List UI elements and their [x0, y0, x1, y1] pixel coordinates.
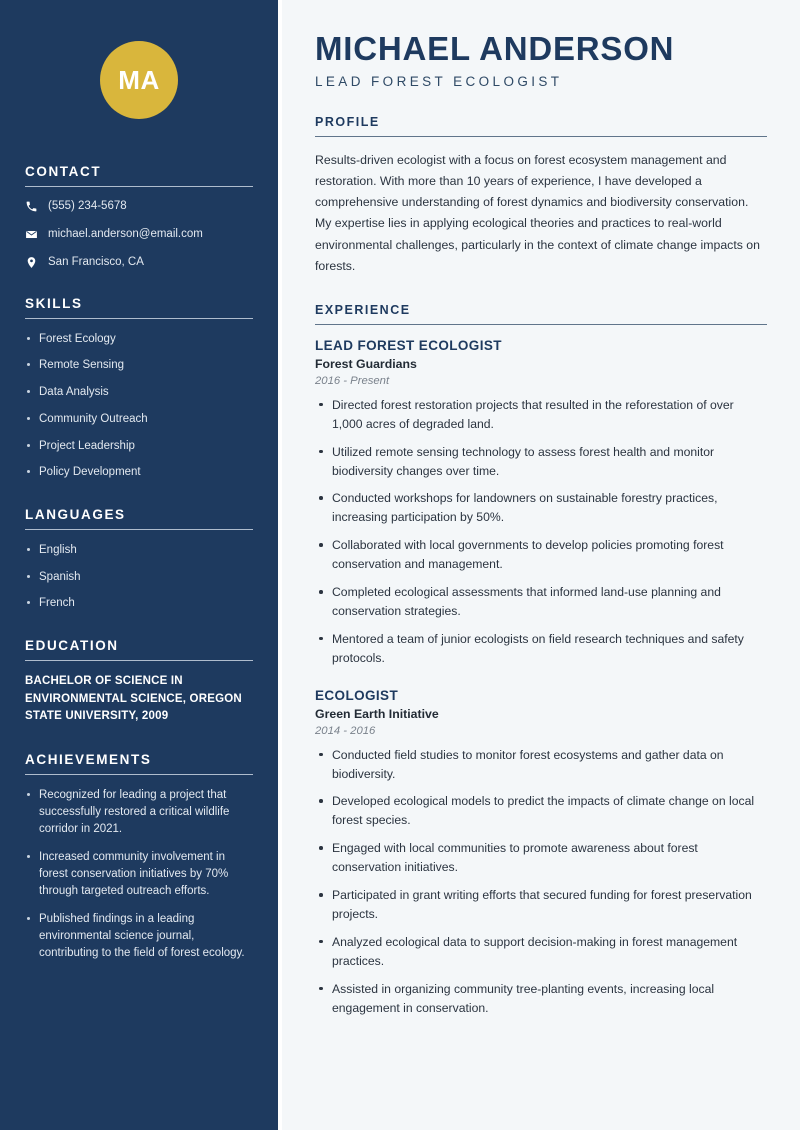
contact-email-value: michael.anderson@email.com	[48, 227, 203, 240]
list-item: Community Outreach	[25, 411, 253, 428]
sidebar-section-education	[25, 638, 253, 726]
contact-item-phone[interactable]	[25, 199, 253, 214]
avatar: MA	[100, 41, 178, 119]
envelope-icon	[25, 228, 38, 241]
languages-divider	[25, 529, 253, 530]
list-item: French	[25, 595, 253, 612]
job-company: Green Earth Initiative	[315, 706, 439, 721]
profile-text: Results-driven ecologist with a focus on forest ecosystem management and restoration. With more than 10 years of experience, I have developed a comprehensive understanding of forest dynamics and biodiversity conservation. My expertise lies in applying ecological theories and practices to real-world environmental challenges, particularly in the context of climate change impacts on forests.	[315, 152, 760, 273]
list-item: English	[25, 542, 253, 559]
education-divider	[25, 660, 253, 661]
list-item: Recognized for leading a project that successfully restored a critical wildlife corridor in 2021.	[25, 787, 253, 837]
sidebar	[0, 0, 278, 1130]
achievements-list	[25, 787, 253, 961]
job-dates: 2016 - Present	[315, 374, 390, 387]
contact-item-email[interactable]	[25, 227, 253, 242]
job-role-subtitle: LEAD FOREST ECOLOGIST	[315, 73, 563, 89]
list-item: Data Analysis	[25, 384, 253, 401]
languages-list	[25, 542, 253, 612]
list-item: Conducted field studies to monitor forest ecosystems and gather data on biodiversity.	[315, 746, 767, 784]
achievements-divider	[25, 774, 253, 775]
sidebar-section-achievements	[25, 752, 253, 961]
list-item: Policy Development	[25, 464, 253, 481]
list-item: Utilized remote sensing technology to assess forest health and monitor biodiversity changes over time.	[315, 443, 767, 481]
experience-divider	[315, 324, 767, 325]
list-item: Increased community involvement in forest conservation initiatives by 70% through targeted outreach efforts.	[25, 849, 253, 899]
list-item: Analyzed ecological data to support decision-making in forest management practices.	[315, 933, 767, 971]
main-content	[282, 0, 800, 1130]
profile-divider	[315, 136, 767, 137]
list-item: Assisted in organizing community tree-planting events, increasing local engagement in conservation.	[315, 980, 767, 1018]
avatar-wrap	[25, 0, 253, 119]
list-item: Collaborated with local governments to develop policies promoting forest conservation and management.	[315, 536, 767, 574]
sidebar-section-languages	[25, 507, 253, 612]
list-item: Remote Sensing	[25, 357, 253, 374]
job-dates: 2014 - 2016	[315, 724, 376, 737]
contact-heading: CONTACT	[25, 164, 102, 179]
skills-divider	[25, 318, 253, 319]
list-item: Mentored a team of junior ecologists on field research techniques and safety protocols.	[315, 630, 767, 668]
contact-location-value: San Francisco, CA	[48, 255, 144, 268]
sidebar-section-skills	[25, 296, 253, 481]
list-item: Developed ecological models to predict the impacts of climate change on local forest species.	[315, 792, 767, 830]
job-bullet-list	[315, 396, 767, 668]
contact-divider	[25, 186, 253, 187]
list-item: Directed forest restoration projects that resulted in the reforestation of over 1,000 acres of degraded land.	[315, 396, 767, 434]
achievements-heading: ACHIEVEMENTS	[25, 752, 152, 768]
list-item: Published findings in a leading environmental science journal, contributing to the field of forest ecology.	[25, 911, 253, 961]
experience-entry	[315, 688, 767, 1018]
job-title: LEAD FOREST ECOLOGIST	[315, 337, 502, 353]
sidebar-section-contact	[25, 164, 253, 270]
section-experience	[315, 303, 767, 1018]
list-item: Conducted workshops for landowners on sustainable forestry practices, increasing participation by 50%.	[315, 489, 767, 527]
contact-list	[25, 199, 253, 270]
list-item: Project Leadership	[25, 438, 253, 455]
languages-heading: LANGUAGES	[25, 506, 126, 522]
list-item: Forest Ecology	[25, 331, 253, 348]
skills-list	[25, 331, 253, 481]
contact-phone-value: (555) 234-5678	[48, 200, 127, 212]
job-company: Forest Guardians	[315, 356, 417, 371]
list-item: Completed ecological assessments that informed land-use planning and conservation strategies.	[315, 583, 767, 621]
list-item: Engaged with local communities to promote awareness about forest conservation initiatives.	[315, 839, 767, 877]
map-pin-icon	[25, 256, 38, 269]
experience-heading: EXPERIENCE	[315, 302, 411, 317]
profile-heading: PROFILE	[315, 114, 380, 129]
list-item: Spanish	[25, 569, 253, 586]
job-bullet-list	[315, 746, 767, 1018]
phone-icon	[25, 200, 38, 213]
experience-entry	[315, 338, 767, 668]
contact-item-location[interactable]	[25, 255, 253, 270]
section-profile	[315, 115, 767, 277]
education-heading: EDUCATION	[25, 637, 119, 653]
page-title: MICHAEL ANDERSON	[315, 30, 675, 67]
education-entry: BACHELOR OF SCIENCE IN ENVIRONMENTAL SCIENCE, OREGON STATE UNIVERSITY, 2009	[25, 674, 242, 723]
job-title: ECOLOGIST	[315, 687, 399, 703]
skills-heading: SKILLS	[25, 295, 83, 311]
list-item: Participated in grant writing efforts that secured funding for forest preservation projects.	[315, 886, 767, 924]
